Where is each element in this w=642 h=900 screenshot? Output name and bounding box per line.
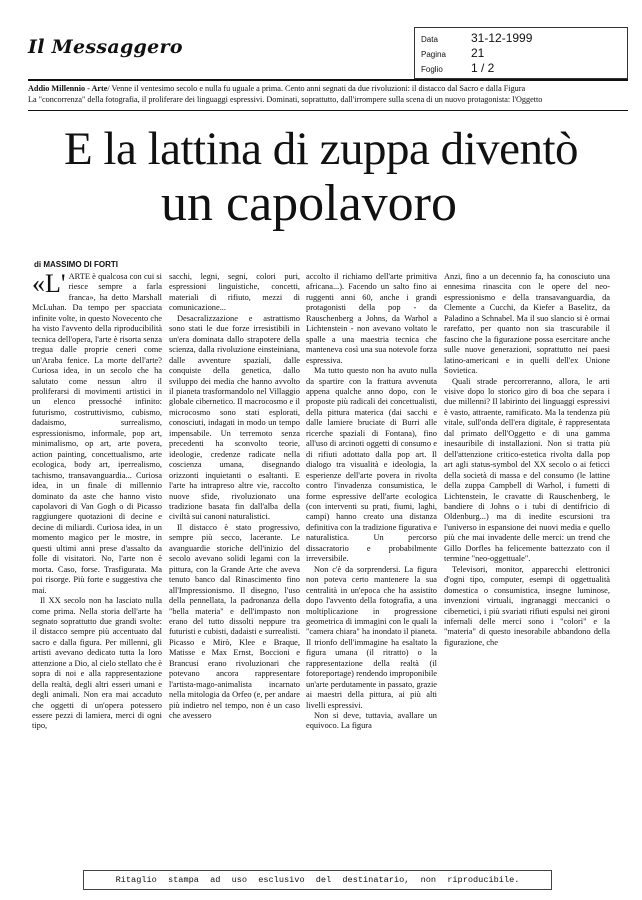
col3-paragraph: Ma tutto questo non ha avuto nulla da spartire con la frattura avvenuta appena qualche anno dopo, con le proposte più radicali dei concettualisti, della pittura materica (dai sacchi e dalle lamiere bruciate di Burri alle ricerche spaziali di Fontana), fino all'uso di arcinoti oggetti di consumo e di rifiuti adottato dalla pop art. Il dialogo tra visualità e ideologia, la esperienze dell'arte povera in rivolta contro l'invadenza consumistica, le forme espressive dell'arte ecologica (con interventi su prati, fiumi, laghi, campi) hanno creato una distanza definitiva con la tradizione figurativa e naturalistica. Un percorso dissacratorio e probabilmente irreversibile. <box>306 366 437 564</box>
sheet-value: 1 / 2 <box>471 61 495 75</box>
col4-paragraph: Televisori, monitor, apparecchi elettronici d'ogni tipo, computer, esempi di oggettualità domestica o consumistica, insegne luminose, invenzioni virtuali, ingranaggi meccanici o cibernetici, i più svariati rifiuti espulsi nei gironi infernali delle merci sono i "colori" e la "materia" di questo inesorabile abbandono della figurazione, che <box>444 564 610 647</box>
sheet-label: Foglio <box>421 65 443 74</box>
drop-cap: «L' <box>32 269 66 298</box>
article-column-4 <box>444 272 610 648</box>
standfirst <box>28 84 628 105</box>
col2-paragraph: Il distacco è stato progressivo, sempre più secco, lacerante. Le avanguardie storiche dell'inizio del secolo avevano solidi legami con la pittura, con la Grande Arte che aveva tenuto banco dal Rinascimento fino all'Impressionismo. Il disegno, l'uso della pennellata, la padronanza della "bella materia" e dell'impasto non erano del tutto dissolti neppure tra futuristi e cubisti, dadaisti e surrealisti. Picasso e Mirò, Klee e Braque, Matisse e Max Ernst, Boccioni e Brancusi erano rivoluzionari che potevano ancora rappresentare l'artista-mago-animalista incarnato nella mitologia da Orfeo (e, per andare più indietro nel tempo, non è un caso che avessero <box>169 522 300 721</box>
article-column-2 <box>169 272 300 721</box>
standfirst-section: Addio Millennio - Arte <box>28 84 108 93</box>
standfirst-line1: / Venne il ventesimo secolo e nulla fu uguale a prima. Cento anni segnati da due rivoluzioni: il distacco dal Sacro e dalla Figura <box>107 84 526 93</box>
col3-paragraph: Non si deve, tuttavia, avallare un equivoco. La figura <box>306 711 437 731</box>
date-value: 31-12-1999 <box>471 31 533 45</box>
sheet-row <box>421 61 494 75</box>
col3-paragraph: Non c'è da sorprendersi. La figura non poteva certo mantenere la sua centralità in un'epoca che ha assistito dopo l'avvento della fotografia, a una moltiplicazione in progressione geometrica di immagini con le quali la "camera chiara" ha inondato il pianeta. Il trionfo dell'immagine ha esaltato la figura umana (il ritratto) o la rappresentazione della realtà (il fotoreportage) rendendo improponibile un'arte perdutamente in passato, grazie ai maestri della pittura, ai più alti livelli espressivi. <box>306 564 437 710</box>
article-column-3 <box>306 272 437 732</box>
page-value: 21 <box>471 46 485 60</box>
col4-paragraph: Anzi, fino a un decennio fa, ha conosciuto una ennesima rinascita con le opere del neo-espressionismo e della transavanguardia, da Clemente a Cucchi, da Kiefer a Baselitz, da Paladino a Schnabel. Ma il suo slancio si è ormai rarefatto, per quanto non sia trascurabile il fascino che la figurazione possa esercitare anche sulle nuove generazioni, soprattutto nei paesi latino-americani e in quelli dell'ex Unione Sovietica. <box>444 272 610 376</box>
col1-paragraph: ARTE è qualcosa con cui si riesce sempre a farla franca», ha detto Marshall McLuhan. Da tempo per spacciata infinite volte, in questo Novecento che ha visto l'avvento della riproducibilità tecnica dell'opera, l'arte è risorta senza tregua dalle proprie ceneri come un'Araba fenice. La morte dell'arte? Curiosa idea, in un secolo che ha salutato come nessun altro il proliferarsi di movimenti artistici in un elenco pressoché infinito: futurismo, costruttivismo, cubismo, dadaismo, surrealismo, espressionismo, informale, pop art, minimalismo, op art, arte povera, action painting, concettualismo, arte ecologica, body art, iperrealismo, tachismo, transavanguardia... Curiosa idea, in un finale di millennio dominato da aste che hanno visto capolavori di Van Gogh o di Picasso raggiungere quotazioni di decine e decine di miliardi. Curiosa idea, in un momento magico per le mostre, in questi ultimi anni prese d'assalto da folle di visitatori. No, l'arte non è morta. Caso, forse. Trasfigurata. Ma poi risorge. Più forte e suggestiva che mai. <box>32 272 162 595</box>
article-column-1 <box>32 269 162 732</box>
page-label: Pagina <box>421 50 446 59</box>
col2-paragraph: sacchi, legni, segni, colori puri, espressioni linguistiche, concetti, materiali di rifiuto, mezzi di comunicazione... <box>169 272 300 313</box>
date-label: Data <box>421 35 438 44</box>
byline: di MASSIMO DI FORTI <box>34 260 118 269</box>
header-rule <box>28 79 628 81</box>
headline-line1: E la lattina di zuppa diventò <box>63 123 579 175</box>
page-row <box>421 46 484 60</box>
headline-line2: un capolavoro <box>160 175 457 232</box>
footer-disclaimer: Ritaglio stampa ad uso esclusivo del destinatario, non riproducibile. <box>83 870 552 890</box>
col1-paragraph: Il XX secolo non ha lasciato nulla come prima. Nella storia dell'arte ha segnato soprattutto due grandi svolte: il distacco sempre più accentuato dal sacro e dalla figura. Per millenni, gli artisti avevano dedicato tutta la loro attenzione a Dio, al cielo stellato che è sopra di noi e alla rappresentazione della realtà, degli altri esseri umani e degli animali. Non era mai accaduto che oggetti di un'opera potessero essere pezzi di lamiera, merci di ogni tipo, <box>32 596 162 731</box>
standfirst-rule <box>28 110 628 111</box>
date-row <box>421 31 532 45</box>
col2-paragraph: Desacralizzazione e astrattismo sono stati le due forze irresistibili in un'era dominata dallo strapotere della scienza, dalla rivoluzione einsteiniana, dalle avventure spaziali, dalle conquiste della genetica, dallo sviluppo dei media che hanno avvolto il pianeta trasformandolo nel Villaggio globale cibernetico. Il macrocosmo e il microcosmo sono stati esplorati, conosciuti, indagati in modo un tempo impensabile. Un terremoto senza precedenti ha sconvolto teorie, ideologie, credenze radicate nella coscienza umana, disegnando orizzonti inquietanti o esaltanti. E l'arte ha intrapreso altre vie, raccolto nuove sfide, rivoluzionato una tradizione basata fin dall'alba della civiltà sui canoni naturalistici. <box>169 313 300 522</box>
standfirst-line2: La "concorrenza" della fotografia, il proliferare dei linguaggi espressivi. Dominati, soprattutto, dall'irrompere sulla scena di un nuovo protagonista: l'Oggetto <box>28 94 543 104</box>
clipping-meta-box <box>414 27 628 79</box>
col3-paragraph: accolto il richiamo dell'arte primitiva africana...). Facendo un salto fino ai ruggenti anni 60, anche i grandi protagonisti della pop - da Rauschenberg a Johns, da Warhol a Lichtenstein - non avevano voltato le spalle a una maestria tecnica che manteneva così una sua notevole forza espressiva. <box>306 272 437 365</box>
masthead-logo: Il Messaggero <box>28 36 183 58</box>
col4-paragraph: Quali strade percorreranno, allora, le arti visive dopo lo storico giro di boa che separa i due millenni? Il labirinto dei linguaggi espressivi è vasto, attraente, ramificato. Ma la tendenza più vitale, sull'onda dell'era digitale, è rappresentata dal primato dell'Oggetto e di una gamma inesauribile di installazioni. Non si tratta più dell'attenzione critico-estetica rivolta dalla pop art agli status-symbol del XX secolo o ai feticci della società di massa e del consumo (le lattine della zuppa Campbell di Warhol, i fumetti di Lichtenstein, le cravatte di Rauschenberg, le bandiere di Johns o i tubi di dentifricio di Oldenburg...) ma di inedite escursioni tra l'universo in espansione dei nuovi media e quello più che mai invadente delle merci: un trend che Gillo Dorfles ha felicemente battezzato con il termine "neo-oggettuale". <box>444 376 610 564</box>
